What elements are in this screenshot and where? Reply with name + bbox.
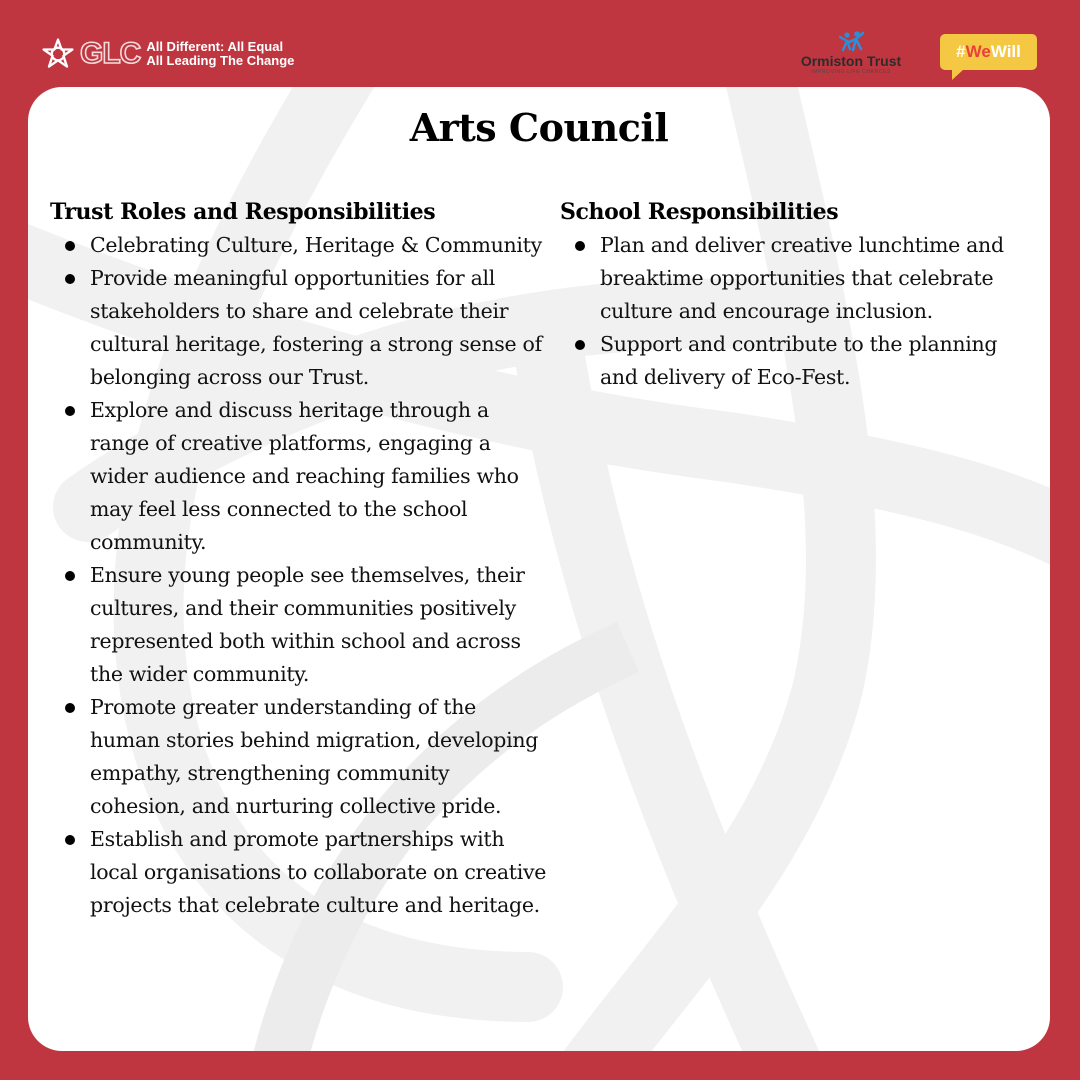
trust-responsibilities-list — [50, 229, 550, 922]
list-item-text: Provide meaningful opportunities for all stakeholders to share and celebrate their cultural heritage, fostering a strong sense of belonging across our Trust. — [90, 266, 542, 389]
bullet-icon — [575, 340, 585, 350]
list-item-text: Ensure young people see themselves, their cultures, and their communities positively represented both within school and across the wider community. — [90, 563, 525, 686]
wewill-we: We — [965, 42, 991, 61]
list-item — [50, 559, 550, 691]
list-item — [50, 394, 550, 559]
trust-responsibilities-section — [50, 195, 550, 922]
bullet-icon — [575, 241, 585, 251]
list-item — [560, 328, 1040, 394]
list-item — [50, 229, 550, 262]
ormiston-subtitle: IMPROVING LIFE CHANCES — [811, 69, 891, 75]
glc-tagline-line2: All Leading The Change — [146, 53, 295, 68]
bullet-icon — [65, 406, 75, 416]
list-item-text: Establish and promote partnerships with local organisations to collaborate on creative projects that celebrate culture and heritage. — [90, 827, 547, 917]
bullet-icon — [65, 835, 75, 845]
ormiston-name: Ormiston Trust — [800, 53, 902, 69]
wewill-badge — [940, 34, 1037, 70]
trust-section-heading: Trust Roles and Responsibilities — [50, 199, 436, 225]
list-item — [50, 823, 550, 922]
glc-letters: GLC — [80, 37, 141, 70]
glc-tagline-line1: All Different: All Equal — [146, 39, 284, 54]
list-item — [50, 691, 550, 823]
ormiston-figures-icon — [836, 30, 866, 52]
bullet-icon — [65, 241, 75, 251]
list-item — [50, 262, 550, 394]
bullet-icon — [65, 274, 75, 284]
list-item-text: Promote greater understanding of the human stories behind migration, developing empathy, strengthening community cohesion, and nurturing collective pride. — [90, 695, 539, 818]
glc-star-icon — [40, 36, 76, 72]
glc-logo — [40, 36, 294, 72]
list-item-text: Plan and deliver creative lunchtime and breaktime opportunities that celebrate culture and encourage inclusion. — [600, 233, 1004, 323]
wewill-will: Will — [990, 42, 1021, 61]
page-title: Arts Council — [409, 105, 669, 150]
list-item-text: Support and contribute to the planning and delivery of Eco-Fest. — [600, 332, 998, 389]
school-responsibilities-section — [560, 195, 1040, 394]
bullet-icon — [65, 571, 75, 581]
wewill-hash: # — [956, 42, 966, 61]
glc-tagline — [146, 40, 294, 68]
school-responsibilities-list — [560, 229, 1040, 394]
list-item-text: Explore and discuss heritage through a range of creative platforms, engaging a wider audience and reaching families who may feel less connected to the school community. — [90, 398, 519, 554]
school-section-heading: School Responsibilities — [560, 199, 839, 225]
content-card — [28, 87, 1050, 1051]
list-item-text: Celebrating Culture, Heritage & Community — [90, 233, 542, 257]
bullet-icon — [65, 703, 75, 713]
ormiston-trust-logo — [792, 30, 910, 76]
list-item — [560, 229, 1040, 328]
